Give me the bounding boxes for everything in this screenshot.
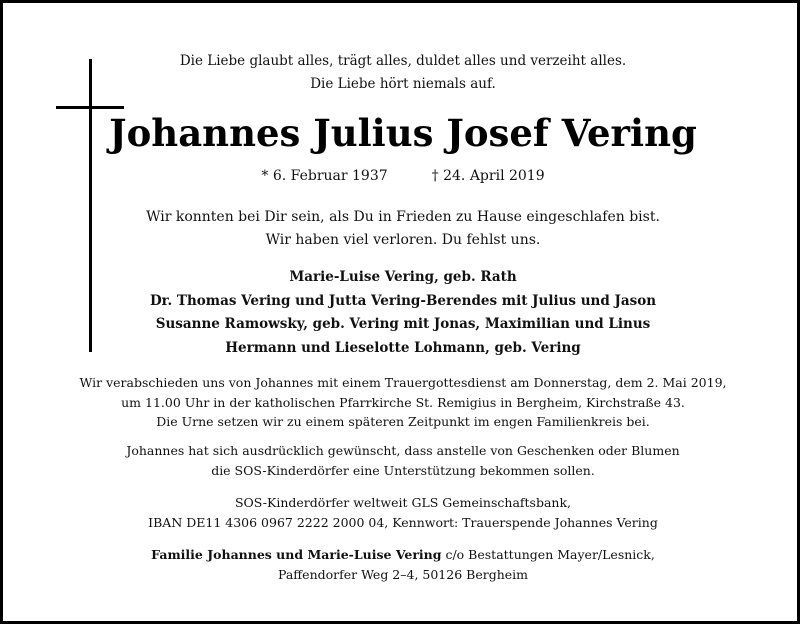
contact-line xyxy=(3,545,800,565)
wish-line: Johannes hat sich ausdrücklich gewünscht, dass anstelle von Geschenken oder Blumen xyxy=(126,443,680,458)
wish-line: die SOS-Kinderdörfer eine Unterstützung bekommen sollen. xyxy=(211,462,595,478)
bank-details xyxy=(3,493,800,532)
verse-line: Wir konnten bei Dir sein, als Du in Frieden zu Hause eingeschlafen bist. xyxy=(146,209,660,225)
mourning-family xyxy=(3,266,800,360)
contact-street-address: Paffendorfer Weg 2–4, 50126 Bergheim xyxy=(277,566,528,582)
contact-family-name: Familie Johannes und Marie-Luise Vering xyxy=(151,547,442,562)
life-dates xyxy=(3,166,800,186)
funeral-line: um 11.00 Uhr in der katholischen Pfarrkirche St. Remigius in Bergheim, Kirchstraße 43. xyxy=(121,394,685,410)
donation-wish xyxy=(3,441,800,480)
funeral-service-info xyxy=(3,373,800,432)
farewell-verse xyxy=(3,206,800,252)
funeral-line: Die Urne setzen wir zu einem späteren Zeitpunkt im engen Familienkreis bei. xyxy=(156,414,650,429)
contact-care-of: c/o Bestattungen Mayer/Lesnick, xyxy=(441,547,655,562)
family-member-line: Hermann und Lieselotte Lohmann, geb. Vering xyxy=(225,339,581,356)
bank-line: IBAN DE11 4306 0967 2222 2000 04, Kennwort: Trauerspende Johannes Vering xyxy=(148,514,658,530)
family-member-line: Marie-Luise Vering, geb. Rath xyxy=(289,269,517,285)
motto-line: Die Liebe glaubt alles, trägt alles, duldet alles und verzeiht alles. xyxy=(179,53,627,69)
verse-line: Wir haben viel verloren. Du fehlst uns. xyxy=(265,232,541,248)
family-member-line: Susanne Ramowsky, geb. Vering mit Jonas, Maximilian und Linus xyxy=(155,316,651,332)
deceased-name: Johannes Julius Josef Vering xyxy=(109,111,697,155)
bank-line: SOS-Kinderdörfer weltweit GLS Gemeinschaftsbank, xyxy=(234,495,572,510)
motto-line: Die Liebe hört niemals auf. xyxy=(310,76,496,92)
contact-address xyxy=(3,545,800,584)
motto xyxy=(3,50,800,96)
death-date: † 24. April 2019 xyxy=(431,168,545,184)
funeral-line: Wir verabschieden uns von Johannes mit einem Trauergottesdienst am Donnerstag, dem 2. Mai 2019, xyxy=(79,375,727,390)
birth-date: * 6. Februar 1937 xyxy=(261,168,388,184)
family-member-line: Dr. Thomas Vering und Jutta Vering-Berendes mit Julius und Jason xyxy=(149,292,657,309)
